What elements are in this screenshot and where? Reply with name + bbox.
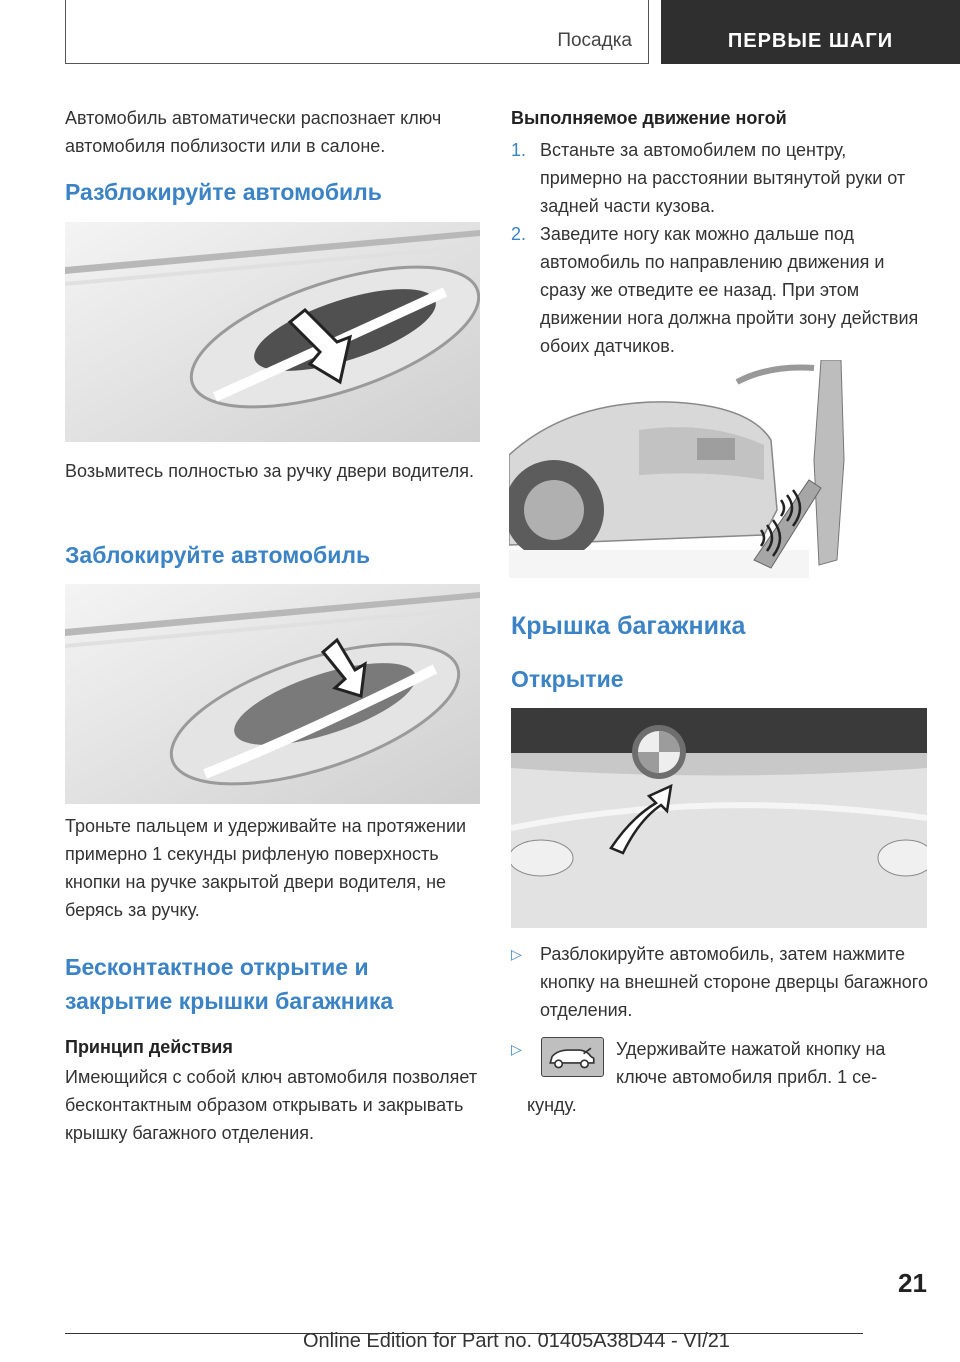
door-handle-lock-photo — [65, 584, 480, 804]
bullet-marker: ▷ — [511, 946, 522, 962]
foot-gesture-photo — [509, 360, 863, 578]
step-2 — [511, 220, 931, 360]
bullet-text-line: кунду. — [527, 1095, 577, 1115]
unlock-caption: Возьмитесь полностью за ручку двери водителя. — [65, 461, 474, 481]
step-number: 2. — [511, 224, 527, 244]
opening-heading: Открытие — [511, 666, 624, 692]
header-section-box — [65, 0, 649, 64]
intro-paragraph: Автомобиль автоматически распознает ключ автомобиля поблизости или в салоне. — [65, 108, 442, 156]
page-number: 21 — [898, 1268, 927, 1298]
bullet-unlock-press — [511, 940, 931, 1024]
step-text: Заведите ногу как можно дальше под автомобиль по направлению движения и сразу же отведите ее назад. При этом движении нога должна пройти зону действия обоих датчиков. — [540, 224, 919, 356]
car-trunk-key-icon — [541, 1037, 604, 1077]
bullet-text: Разблокируйте автомобиль, затем нажмите кнопку на внешней стороне дверцы багажного отделения. — [540, 944, 928, 1020]
foot-motion-heading: Выполняемое движение ногой — [511, 108, 787, 128]
trunk-button-photo — [511, 708, 927, 928]
trunk-heading: Крышка багажника — [511, 612, 746, 640]
header-section-title: Посадка — [557, 30, 632, 51]
door-handle-unlock-photo — [65, 222, 480, 442]
lock-caption: Троньте пальцем и удерживайте на протяжении примерно 1 секунды рифленую поверхность кнопки на ручке закрытой двери водителя, не берясь за ручку. — [65, 816, 467, 920]
contactless-heading: Бесконтактное открытие и закрытие крышки багажника — [65, 954, 394, 1014]
principle-paragraph: Имеющийся с собой ключ автомобиля позволяет бесконтактным образом открывать и закрывать крышку багажного отделения. — [65, 1067, 478, 1143]
bullet-text-line: ключе автомобиля прибл. 1 се- — [616, 1067, 878, 1087]
unlock-heading: Разблокируйте автомобиль — [65, 179, 382, 205]
principle-heading: Принцип действия — [65, 1037, 233, 1057]
bullet-text-line: Удерживайте нажатой кнопку на — [616, 1039, 886, 1059]
bullet-marker: ▷ — [511, 1041, 522, 1057]
step-number: 1. — [511, 140, 527, 160]
step-1 — [511, 136, 931, 220]
step-text: Встаньте за автомобилем по центру, примерно на расстоянии вытянутой руки от задней части кузова. — [540, 140, 906, 216]
footer-edition: Online Edition for Part no. 01405A38D44 - VI/21 — [303, 1330, 730, 1352]
header-chapter-title: ПЕРВЫЕ ШАГИ — [661, 0, 960, 64]
lock-heading: Заблокируйте автомобиль — [65, 542, 371, 568]
